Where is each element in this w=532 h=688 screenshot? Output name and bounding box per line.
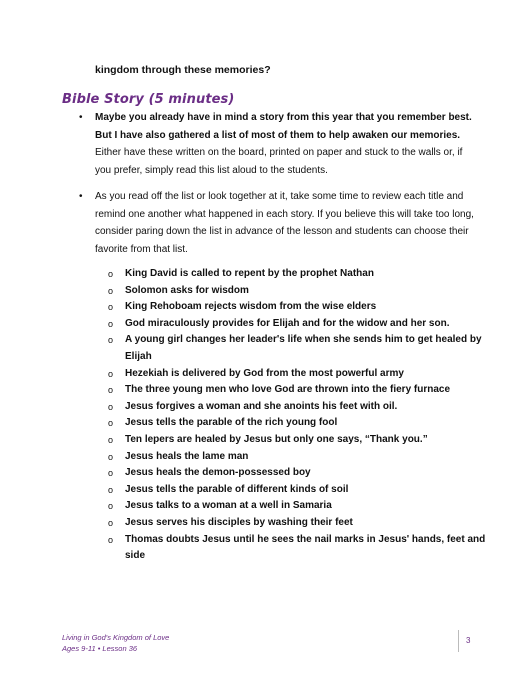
list-item-text: Solomon asks for wisdom [125, 284, 249, 296]
section-heading: Bible Story (5 minutes) [62, 92, 235, 107]
list-item-text: Jesus tells the parable of the rich young fool [125, 417, 338, 429]
bullet-dot-icon: • [79, 191, 83, 202]
circle-bullet-icon: o [108, 318, 114, 329]
circle-bullet-icon: o [108, 517, 114, 528]
bullet-2-text: As you read off the list or look together at it, take some time to review each title and remind one another what happened in each story. If you believe this will take too long, consider paring down the list in advance of the lesson and students can choose their favorite from that list. [95, 191, 474, 255]
list-item-text: Jesus forgives a woman and she anoints his feet with oil. [125, 400, 398, 412]
bullet-1 [79, 109, 475, 179]
list-item-text: King David is called to repent by the prophet Nathan [125, 268, 374, 279]
list-item [108, 382, 488, 399]
list-item [108, 283, 488, 300]
story-list [108, 266, 488, 565]
footer-divider [458, 630, 459, 652]
page-number: 3 [466, 636, 471, 645]
list-item-text: Hezekiah is delivered by God from the most powerful army [125, 367, 404, 379]
list-item-text: Ten lepers are healed by Jesus but only one says, “Thank you.” [125, 433, 428, 445]
list-item [108, 415, 488, 432]
circle-bullet-icon: o [108, 368, 114, 379]
circle-bullet-icon: o [108, 385, 114, 396]
list-item [108, 482, 488, 499]
list-item [108, 465, 488, 482]
list-item-text: Jesus serves his disciples by washing their feet [125, 516, 353, 528]
circle-bullet-icon: o [108, 534, 114, 545]
bullet-1-text: Either have these written on the board, printed on paper and stuck to the walls or, if you prefer, simply read this list aloud to the students. [95, 147, 463, 176]
list-item-text: Jesus heals the lame man [125, 450, 249, 462]
continuation-text: kingdom through these memories? [95, 64, 271, 76]
bullet-dot-icon: • [79, 112, 83, 123]
list-item-text: Jesus talks to a woman at a well in Samaria [125, 500, 332, 512]
list-item-text: The three young men who love God are thrown into the fiery furnace [125, 384, 451, 396]
list-item [108, 299, 488, 316]
circle-bullet-icon: o [108, 269, 114, 279]
footer [62, 632, 169, 654]
circle-bullet-icon: o [108, 285, 114, 296]
circle-bullet-icon: o [108, 434, 114, 445]
circle-bullet-icon: o [108, 302, 114, 313]
list-item [108, 532, 488, 565]
list-item-text: A young girl changes her leader's life when she sends him to get healed by Elijah [125, 334, 482, 362]
list-item [108, 332, 488, 365]
circle-bullet-icon: o [108, 501, 114, 512]
bullet-2 [79, 188, 475, 258]
list-item [108, 366, 488, 383]
list-item [108, 266, 488, 283]
circle-bullet-icon: o [108, 335, 114, 346]
circle-bullet-icon: o [108, 401, 114, 412]
list-item-text: Jesus heals the demon-possessed boy [125, 467, 311, 479]
footer-subtitle: Ages 9-11 • Lesson 36 [62, 644, 138, 653]
list-item-text: King Rehoboam rejects wisdom from the wise elders [125, 301, 377, 313]
circle-bullet-icon: o [108, 484, 114, 495]
list-item [108, 316, 488, 333]
list-item-text: Jesus tells the parable of different kinds of soil [125, 483, 349, 495]
list-item [108, 399, 488, 416]
circle-bullet-icon: o [108, 451, 114, 462]
list-item [108, 498, 488, 515]
circle-bullet-icon: o [108, 468, 114, 479]
footer-title: Living in God's Kingdom of Love [62, 633, 170, 642]
list-item [108, 515, 488, 532]
list-item-text: Thomas doubts Jesus until he sees the nail marks in Jesus' hands, feet and side [125, 533, 486, 562]
circle-bullet-icon: o [108, 418, 114, 429]
list-item [108, 449, 488, 466]
bullet-1-bold-text: Maybe you already have in mind a story from this year that you remember best. But I have also gathered a list of most of them to help awaken our memories. [95, 112, 472, 141]
list-item [108, 432, 488, 449]
list-item-text: God miraculously provides for Elijah and for the widow and her son. [125, 317, 450, 329]
